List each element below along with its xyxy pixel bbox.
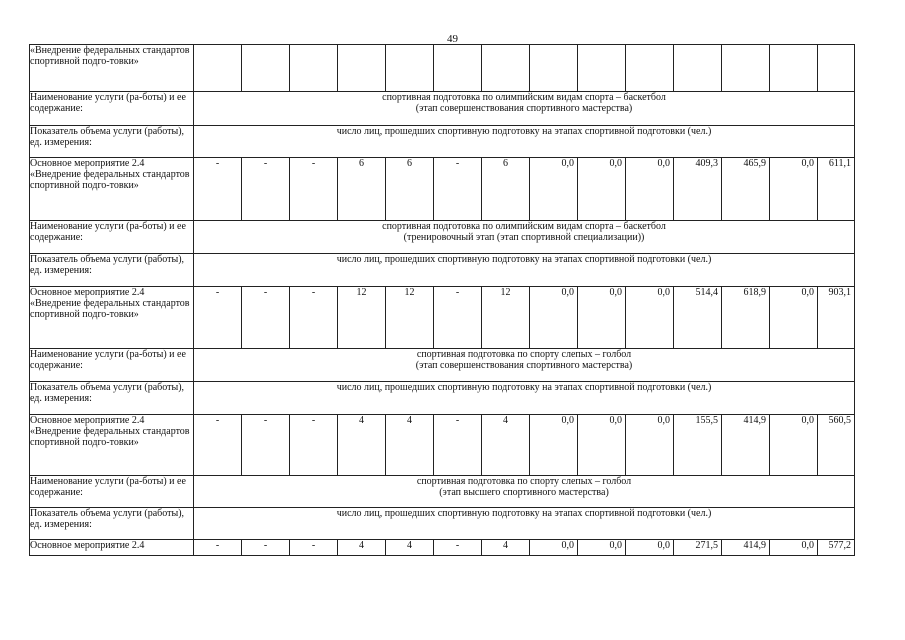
service-row — [30, 349, 855, 382]
service-row — [30, 476, 855, 508]
value-cell: 414,9 — [722, 415, 770, 476]
service-stage: (этап совершенствования спортивного мастерства) — [415, 360, 633, 371]
value-cell: - — [290, 540, 338, 556]
indicator-text: число лиц, прошедших спортивную подготовку на этапах спортивной подготовки (чел.) — [194, 508, 855, 540]
page-number: 49 — [447, 33, 458, 45]
value-cell: - — [194, 287, 242, 349]
value-cell: - — [290, 415, 338, 476]
value-cell: 12 — [386, 287, 434, 349]
service-name: спортивная подготовка по олимпийским видам спорта – баскетбол — [382, 92, 666, 103]
indicator-row — [30, 126, 855, 158]
value-cell: 4 — [482, 415, 530, 476]
value-cell: 155,5 — [674, 415, 722, 476]
service-name: спортивная подготовка по олимпийским видам спорта – баскетбол — [382, 221, 666, 232]
service-description — [194, 92, 855, 126]
value-cell: 6 — [338, 158, 386, 221]
indicator-label: Показатель объема услуги (работы), ед. измерения: — [30, 508, 194, 540]
value-cell: 465,9 — [722, 158, 770, 221]
value-cell: 0,0 — [770, 540, 818, 556]
value-cell: 12 — [482, 287, 530, 349]
indicator-text: число лиц, прошедших спортивную подготовку на этапах спортивной подготовки (чел.) — [194, 126, 855, 158]
indicator-row — [30, 508, 855, 540]
value-cell: - — [290, 158, 338, 221]
value-cell: - — [242, 287, 290, 349]
value-cell: 560,5 — [818, 415, 855, 476]
value-cell: 0,0 — [578, 540, 626, 556]
value-cell: - — [242, 540, 290, 556]
value-cell: - — [434, 158, 482, 221]
value-cell: 903,1 — [818, 287, 855, 349]
service-label: Наименование услуги (ра-боты) и ее содержание: — [30, 349, 194, 382]
value-cell: 4 — [338, 540, 386, 556]
value-cell: 0,0 — [626, 158, 674, 221]
value-cell: 0,0 — [770, 415, 818, 476]
service-description — [194, 476, 855, 508]
value-cell: 409,3 — [674, 158, 722, 221]
indicator-text: число лиц, прошедших спортивную подготовку на этапах спортивной подготовки (чел.) — [194, 254, 855, 287]
measure-row — [30, 287, 855, 349]
value-cell: 12 — [338, 287, 386, 349]
indicator-label: Показатель объема услуги (работы), ед. измерения: — [30, 254, 194, 287]
value-cell: 0,0 — [578, 158, 626, 221]
value-cell: 0,0 — [770, 287, 818, 349]
top-row — [30, 45, 855, 92]
service-row — [30, 221, 855, 254]
measure-row — [30, 158, 855, 221]
value-cell: 0,0 — [626, 415, 674, 476]
value-cell: 0,0 — [530, 415, 578, 476]
value-cell: 577,2 — [818, 540, 855, 556]
measure-label: Основное мероприятие 2.4 «Внедрение федеральных стандартов спортивной подго-товки» — [30, 287, 194, 349]
top-row-label: «Внедрение федеральных стандартов спортивной подго-товки» — [30, 45, 194, 92]
program-table — [29, 44, 855, 556]
sections — [30, 92, 855, 556]
value-cell: 618,9 — [722, 287, 770, 349]
value-cell: 0,0 — [530, 287, 578, 349]
measure-label: Основное мероприятие 2.4 «Внедрение федеральных стандартов спортивной подго-товки» — [30, 415, 194, 476]
service-stage: (тренировочный этап (этап спортивной специализации)) — [403, 232, 645, 243]
value-cell: 0,0 — [530, 158, 578, 221]
value-cell: 4 — [386, 540, 434, 556]
indicator-row — [30, 382, 855, 415]
value-cell: - — [242, 415, 290, 476]
value-cell: 6 — [386, 158, 434, 221]
value-cell: 0,0 — [530, 540, 578, 556]
service-name: спортивная подготовка по спорту слепых – голбол — [416, 349, 632, 360]
value-cell: 4 — [386, 415, 434, 476]
value-cell: - — [242, 158, 290, 221]
indicator-row — [30, 254, 855, 287]
value-cell: - — [194, 540, 242, 556]
service-stage: (этап высшего спортивного мастерства) — [439, 487, 609, 498]
service-label: Наименование услуги (ра-боты) и ее содержание: — [30, 476, 194, 508]
service-label: Наименование услуги (ра-боты) и ее содержание: — [30, 92, 194, 126]
value-cell: 4 — [338, 415, 386, 476]
value-cell: - — [194, 158, 242, 221]
value-cell: 271,5 — [674, 540, 722, 556]
value-cell: 0,0 — [578, 287, 626, 349]
indicator-label: Показатель объема услуги (работы), ед. измерения: — [30, 382, 194, 415]
value-cell: 0,0 — [770, 158, 818, 221]
value-cell: - — [434, 415, 482, 476]
value-cell: - — [434, 540, 482, 556]
value-cell: 6 — [482, 158, 530, 221]
indicator-label: Показатель объема услуги (работы), ед. измерения: — [30, 126, 194, 158]
service-row — [30, 92, 855, 126]
measure-label: Основное мероприятие 2.4 — [30, 540, 194, 556]
value-cell: 611,1 — [818, 158, 855, 221]
measure-row — [30, 415, 855, 476]
service-stage: (этап совершенствования спортивного мастерства) — [415, 103, 633, 114]
value-cell: 0,0 — [626, 540, 674, 556]
service-description — [194, 349, 855, 382]
measure-label: Основное мероприятие 2.4 «Внедрение федеральных стандартов спортивной подго-товки» — [30, 158, 194, 221]
value-cell: 0,0 — [578, 415, 626, 476]
service-name: спортивная подготовка по спорту слепых – голбол — [416, 476, 632, 487]
value-cell: - — [434, 287, 482, 349]
service-description — [194, 221, 855, 254]
value-cell: 414,9 — [722, 540, 770, 556]
measure-row — [30, 540, 855, 556]
value-cell: 0,0 — [626, 287, 674, 349]
indicator-text: число лиц, прошедших спортивную подготовку на этапах спортивной подготовки (чел.) — [194, 382, 855, 415]
value-cell: 514,4 — [674, 287, 722, 349]
value-cell: - — [290, 287, 338, 349]
service-label: Наименование услуги (ра-боты) и ее содержание: — [30, 221, 194, 254]
value-cell: 4 — [482, 540, 530, 556]
value-cell: - — [194, 415, 242, 476]
